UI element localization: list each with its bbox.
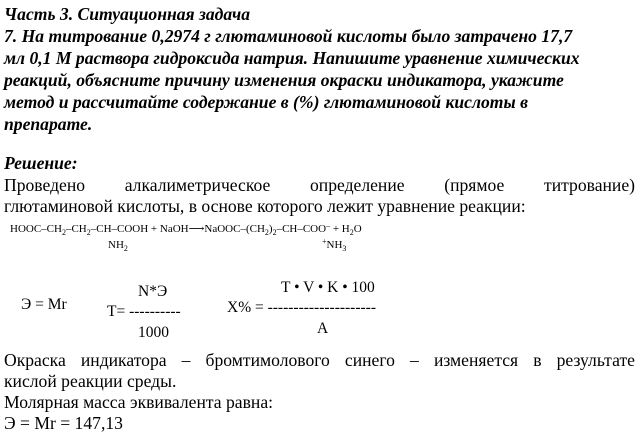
titer-formula: T= ---------- bbox=[107, 303, 181, 320]
task-line-5: препарате. bbox=[4, 114, 93, 134]
equivalent-formula: Э = Mr bbox=[21, 296, 67, 313]
solution-intro-line-1: Проведено алкалиметрическое определение (прямое титрование) bbox=[4, 175, 635, 195]
task-line-2: мл 0,1 М раствора гидроксида натрия. Напишите уравнение химических bbox=[4, 48, 580, 68]
molar-mass-line: Молярная масса эквивалента равна: bbox=[4, 392, 274, 412]
reaction-equation: HOOC–$CH_2-CH_2-CH$–COOH + $NaOH⟶NaOOC-(CH_2)_2-CH-COO^- + H_2O$ bbox=[10, 221, 362, 237]
solution-heading: Решение: bbox=[4, 153, 78, 173]
section-title: Часть 3. Ситуационная задача bbox=[4, 4, 251, 24]
percent-denominator: A bbox=[317, 320, 329, 337]
amino-group-product: $^+NH_3$ bbox=[322, 237, 347, 253]
task-line-4: метод и рассчитайте содержание в (%) глютаминовой кислоты в bbox=[4, 92, 528, 112]
task-line-3: реакций, объясните причину изменения окраски индикатора, укажите bbox=[4, 70, 564, 90]
indicator-line-1: Окраска индикатора – бромтимолового синего – изменяется в результате bbox=[4, 350, 635, 370]
percent-formula: X% = --------------------- bbox=[227, 299, 376, 316]
reaction-arrow: ⟶ bbox=[188, 223, 205, 235]
percent-numerator: T • V • K • 100 bbox=[281, 279, 375, 296]
molar-mass-value: Э = Mr = 147,13 bbox=[4, 413, 123, 433]
solution-intro-line-2: глютаминовой кислоты, в основе которого лежит уравнение реакции: bbox=[4, 196, 526, 216]
titer-denominator: 1000 bbox=[138, 324, 169, 341]
titer-numerator: N*Э bbox=[138, 283, 168, 300]
indicator-line-2: кислой реакции среды. bbox=[4, 371, 177, 391]
task-line-1: 7. На титрование 0,2974 г глютаминовой кислоты было затрачено 17,7 bbox=[4, 26, 573, 46]
amino-group-reactant: $NH_2$ bbox=[108, 239, 128, 253]
